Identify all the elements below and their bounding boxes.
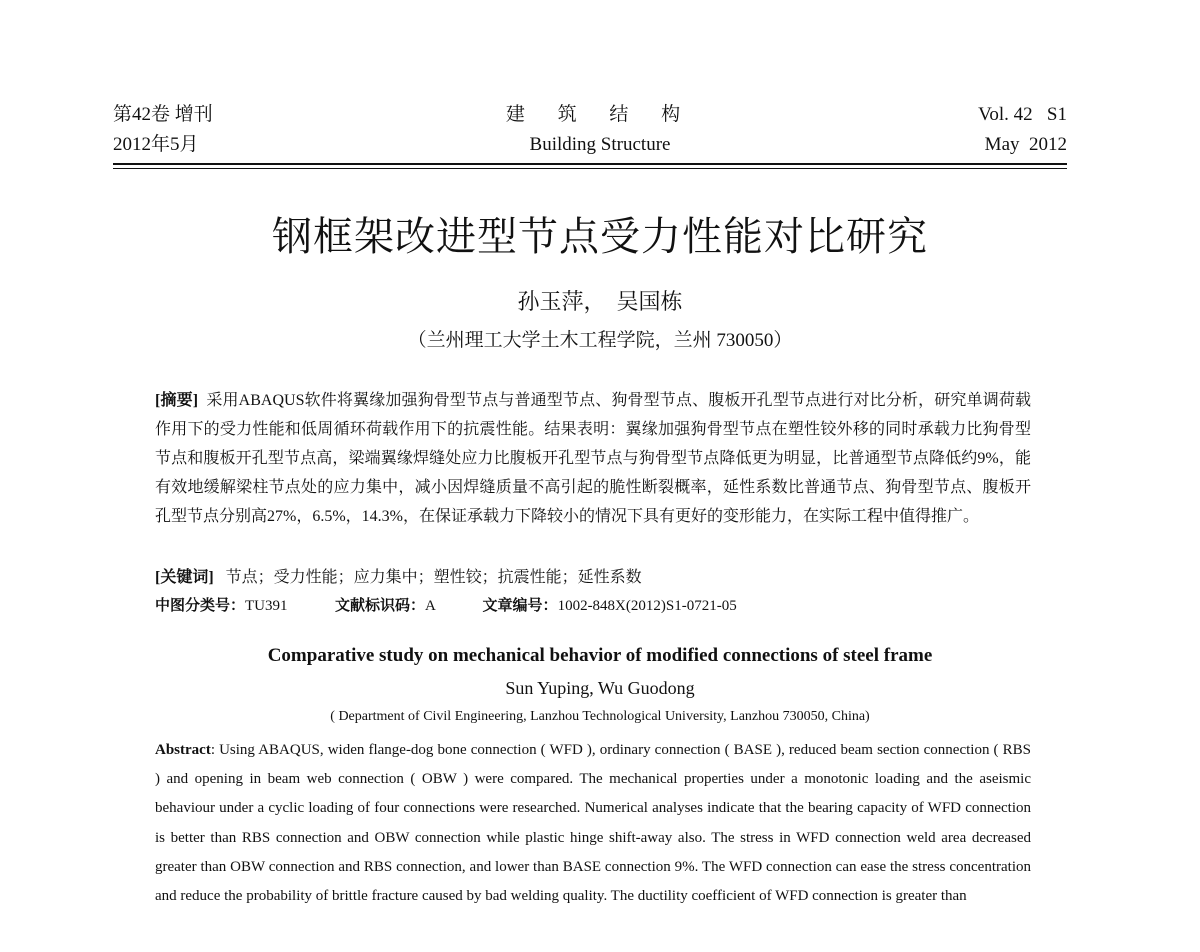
journal-name-en: Building Structure [529, 134, 671, 155]
doc-code-value: A [425, 598, 436, 614]
paper-title-en: Comparative study on mechanical behavior of modified connections of steel frame [267, 645, 933, 666]
date-en: May 2012 [984, 134, 1067, 155]
date-cn: 2012年5月 [113, 134, 199, 155]
header-rule-thin [113, 168, 1067, 169]
paper-title-cn: 钢框架改进型节点受力性能对比研究 [272, 214, 928, 259]
clc-label: 中图分类号： [155, 598, 246, 614]
abstract-text-en: : Using ABAQUS, widen flange-dog bone connection ( WFD ), ordinary connection ( BASE ), reduced beam section connection ( RBS ) and opening in beam web connection ( OBW ) were compared. The mechanical properties under a monotonic loading and the aseismic behaviour under a cyclic loading of four connections were researched. Numerical analyses indicate that the bearing capacity of WFD connection is better than RBS connection and OBW connection while plastic hinge shift-away also. The stress in WFD connection weld area decreased greater than OBW connection and RBS connection, and lower than BASE connection 9%. The WFD connection can ease the stress concentration and reduce the probability of brittle fracture caused by bad welding quality. The ductility coefficient of WFD connection is greater than [155, 742, 1031, 905]
authors-cn: 孙玉萍， 吴国栋 [517, 289, 683, 314]
abstract-cn [155, 386, 1031, 531]
clc-value: TU391 [245, 598, 288, 614]
affiliation-en: ( Department of Civil Engineering, Lanzhou Technological University, Lanzhou 730050, China) [330, 709, 870, 724]
header-right [978, 100, 1067, 160]
keywords-text-cn: 节点；受力性能；应力集中；塑性铰；抗震性能；延性系数 [225, 569, 642, 586]
authors-en: Sun Yuping, Wu Guodong [505, 678, 695, 698]
abstract-label-cn: [摘要] [155, 392, 199, 409]
abstract-en [155, 736, 1031, 911]
keywords-cn [155, 565, 1031, 591]
affiliation-cn: （兰州理工大学土木工程学院，兰州 730050） [407, 330, 793, 351]
header-rule-thick [113, 163, 1067, 165]
doc-code-label: 文献标识码： [335, 598, 426, 614]
abstract-text-cn: 采用ABAQUS软件将翼缘加强狗骨型节点与普通型节点、狗骨型节点、腹板开孔型节点进行对比分析，研究单调荷载作用下的受力性能和低周循环荷载作用下的抗震性能。结果表明：翼缘加强狗骨型节点在塑性铰外移的同时承载力比狗骨型节点和腹板开孔型节点高，梁端翼缘焊缝处应力比腹板开孔型节点与狗骨型节点降低更为明显，比普通型节点降低约9%，能有效地缓解梁柱节点处的应力集中，减小因焊缝质量不高引起的脆性断裂概率，延性系数比普通节点、狗骨型节点、腹板开孔型节点分别高27%，6.5%，14.3%，在保证承载力下降较小的情况下具有更好的变形能力，在实际工程中值得推广。 [155, 392, 1031, 525]
keywords-label-cn: [关键词] [155, 569, 214, 586]
issue-cn: 第42卷 增刊 [113, 104, 213, 125]
abstract-label-en: Abstract [155, 742, 211, 758]
classification-row [155, 593, 1031, 619]
volume-en: Vol. 42 S1 [978, 104, 1067, 125]
journal-name-cn: 建 筑 结 构 [505, 104, 695, 125]
article-no-value: 1002-848X(2012)S1-0721-05 [557, 598, 737, 614]
article-no-label: 文章编号： [482, 598, 558, 614]
